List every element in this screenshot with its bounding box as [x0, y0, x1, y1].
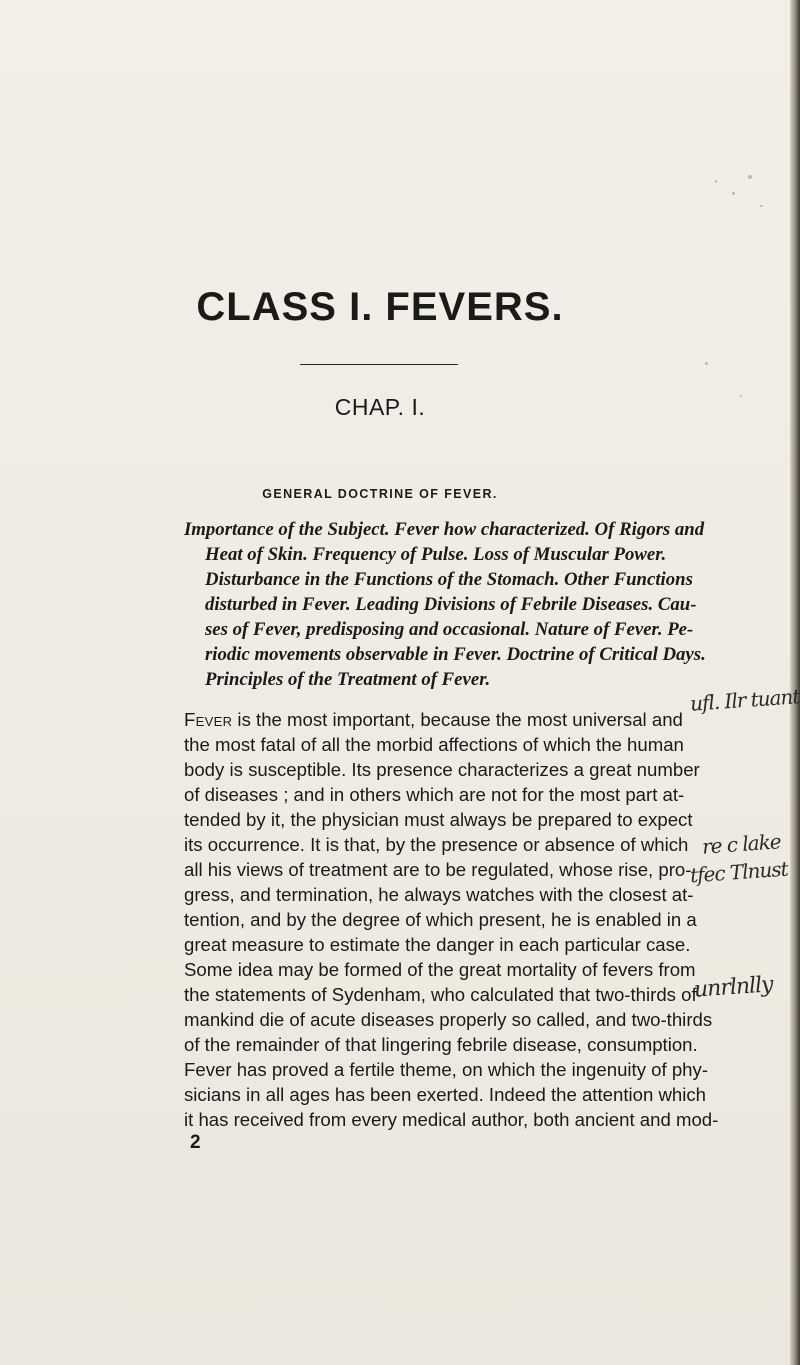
margin-annotation: tfec Tlnust [689, 856, 789, 888]
body-line: its occurrence. It is that, by the presence or absence of which [184, 834, 689, 855]
body-line: of diseases ; and in others which are not for the most part at- [184, 784, 685, 805]
body-line: the most fatal of all the morbid affections of which the human [184, 734, 684, 755]
paper-speck [740, 395, 742, 397]
body-first-word: Fever [184, 709, 233, 730]
summary-line: Principles of the Treatment of Fever. [205, 669, 491, 690]
title-divider [300, 364, 458, 365]
section-title: GENERAL DOCTRINE OF FEVER. [262, 487, 498, 501]
margin-annotation: re c lake [701, 829, 782, 859]
body-line: body is susceptible. Its presence characterizes a great number [184, 759, 700, 780]
summary-line: disturbed in Fever. Leading Divisions of Febrile Diseases. Cau- [205, 594, 697, 615]
paper-speck [760, 205, 763, 207]
margin-annotation: ufl. Ilr tuant [689, 684, 800, 716]
body-line: great measure to estimate the danger in each particular case. [184, 934, 691, 955]
page-binding-edge [790, 0, 800, 1365]
margin-annotation: unrlnlly [693, 972, 774, 1003]
paper-speck [748, 175, 752, 179]
summary-line: Importance of the Subject. Fever how characterized. Of Rigors and [184, 519, 705, 540]
summary-line: riodic movements observable in Fever. Doctrine of Critical Days. [205, 644, 706, 665]
chapter-title: CHAP. I. [334, 394, 426, 420]
summary-line: ses of Fever, predisposing and occasional. Nature of Fever. Pe- [205, 619, 694, 640]
paper-speck [705, 362, 708, 365]
body-first-rest: is the most important, because the most universal and [232, 709, 683, 730]
body-line: Fever has proved a fertile theme, on which the ingenuity of phy- [184, 1059, 709, 1080]
body-line: all his views of treatment are to be regulated, whose rise, pro- [184, 859, 692, 880]
body-line [184, 709, 683, 731]
body-line: mankind die of acute diseases properly so called, and two-thirds [184, 1009, 713, 1030]
body-line: gress, and termination, he always watches with the closest at- [184, 884, 694, 905]
class-title: CLASS I. FEVERS. [196, 285, 564, 329]
body-line: tended by it, the physician must always be prepared to expect [184, 809, 693, 830]
body-line: it has received from every medical author, both ancient and mod- [184, 1109, 719, 1130]
signature-mark: 2 [190, 1132, 201, 1153]
summary-line: Disturbance in the Functions of the Stomach. Other Functions [205, 569, 693, 590]
body-line: of the remainder of that lingering febrile disease, consumption. [184, 1034, 698, 1055]
body-line: Some idea may be formed of the great mortality of fevers from [184, 959, 696, 980]
paper-speck [732, 192, 735, 195]
summary-line: Heat of Skin. Frequency of Pulse. Loss of Muscular Power. [205, 544, 667, 565]
body-line: sicians in all ages has been exerted. Indeed the attention which [184, 1084, 707, 1105]
body-line: tention, and by the degree of which present, he is enabled in a [184, 909, 697, 930]
body-line: the statements of Sydenham, who calculated that two-thirds of [184, 984, 697, 1005]
paper-speck [715, 180, 717, 183]
